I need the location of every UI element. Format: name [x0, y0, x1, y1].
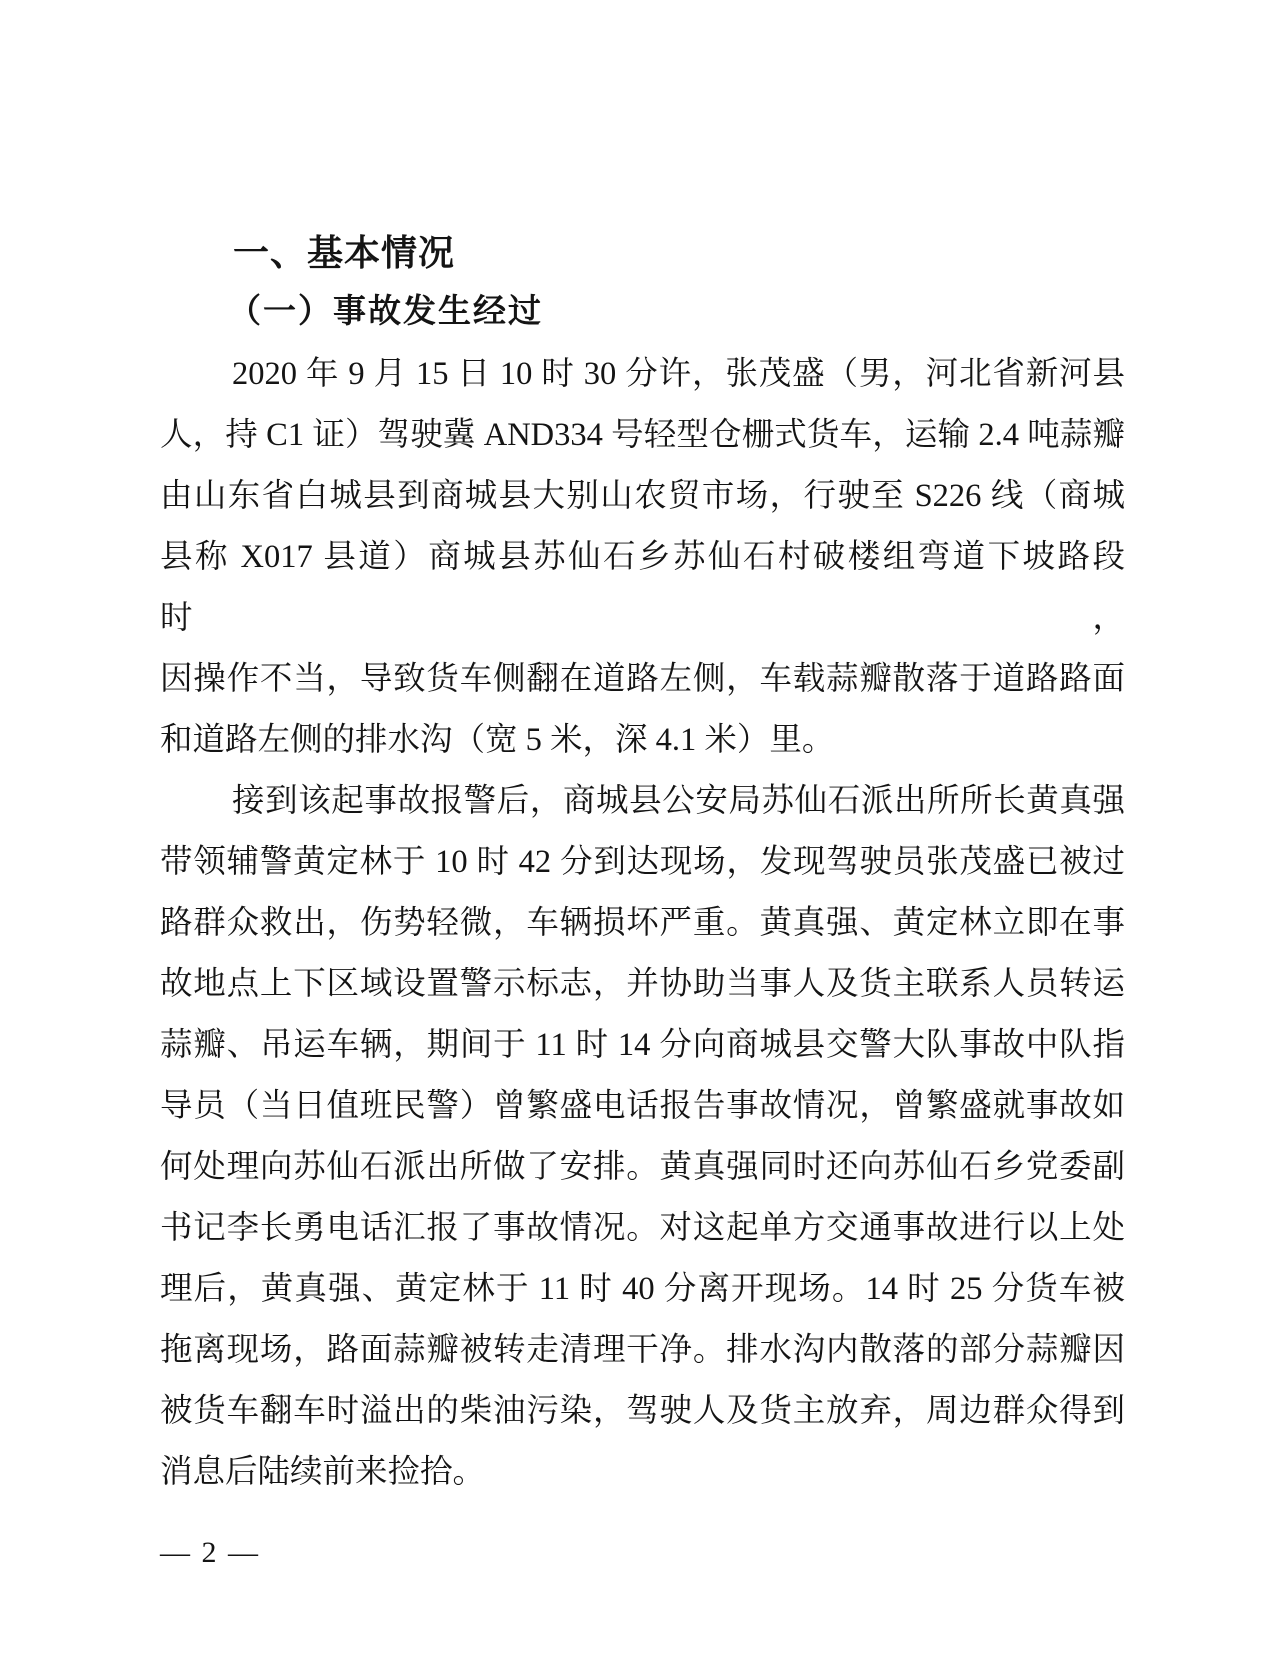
- body-line: 由山东省白城县到商城县大别山农贸市场，行驶至 S226 线（商城: [160, 478, 1125, 514]
- body-text: [160, 344, 1125, 1503]
- body-line: 蒜瓣、吊运车辆，期间于 11 时 14 分向商城县交警大队事故中队指: [160, 1027, 1125, 1063]
- body-line: 书记李长勇电话汇报了事故情况。对这起单方交通事故进行以上处: [160, 1210, 1125, 1246]
- body-line: 带领辅警黄定林于 10 时 42 分到达现场，发现驾驶员张茂盛已被过: [160, 844, 1125, 880]
- body-line: 何处理向苏仙石派出所做了安排。黄真强同时还向苏仙石乡党委副: [160, 1149, 1125, 1185]
- body-line: 因操作不当，导致货车侧翻在道路左侧，车载蒜瓣散落于道路路面: [160, 661, 1125, 697]
- body-line: 接到该起事故报警后，商城县公安局苏仙石派出所所长黄真强: [232, 783, 1125, 819]
- body-line: 2020 年 9 月 15 日 10 时 30 分许，张茂盛（男，河北省新河县: [232, 356, 1125, 392]
- body-line: 导员（当日值班民警）曾繁盛电话报告事故情况，曾繁盛就事故如: [160, 1088, 1125, 1124]
- body-line: 县称 X017 县道）商城县苏仙石乡苏仙石村破楼组弯道下坡路段时，: [160, 539, 1125, 636]
- page-number: — 2 —: [160, 1536, 260, 1569]
- body-line: 人，持 C1 证）驾驶冀 AND334 号轻型仓栅式货车，运输 2.4 吨蒜瓣: [160, 417, 1125, 453]
- section-heading: 一、基本情况: [233, 233, 456, 274]
- body-line: 被货车翻车时溢出的柴油污染，驾驶人及货主放弃，周边群众得到: [160, 1393, 1125, 1429]
- body-line: 路群众救出，伤势轻微，车辆损坏严重。黄真强、黄定林立即在事: [160, 905, 1125, 941]
- subsection-heading: （一）事故发生经过: [228, 294, 543, 330]
- body-line: 消息后陆续前来捡拾。: [160, 1454, 486, 1490]
- body-line: 故地点上下区域设置警示标志，并协助当事人及货主联系人员转运: [160, 966, 1125, 1002]
- body-line: 和道路左侧的排水沟（宽 5 米，深 4.1 米）里。: [160, 722, 835, 758]
- paragraph-2: [160, 771, 1125, 1503]
- body-line: 理后，黄真强、黄定林于 11 时 40 分离开现场。14 时 25 分货车被: [160, 1271, 1125, 1307]
- body-line: 拖离现场，路面蒜瓣被转走清理干净。排水沟内散落的部分蒜瓣因: [160, 1332, 1125, 1368]
- paragraph-1: [160, 344, 1125, 771]
